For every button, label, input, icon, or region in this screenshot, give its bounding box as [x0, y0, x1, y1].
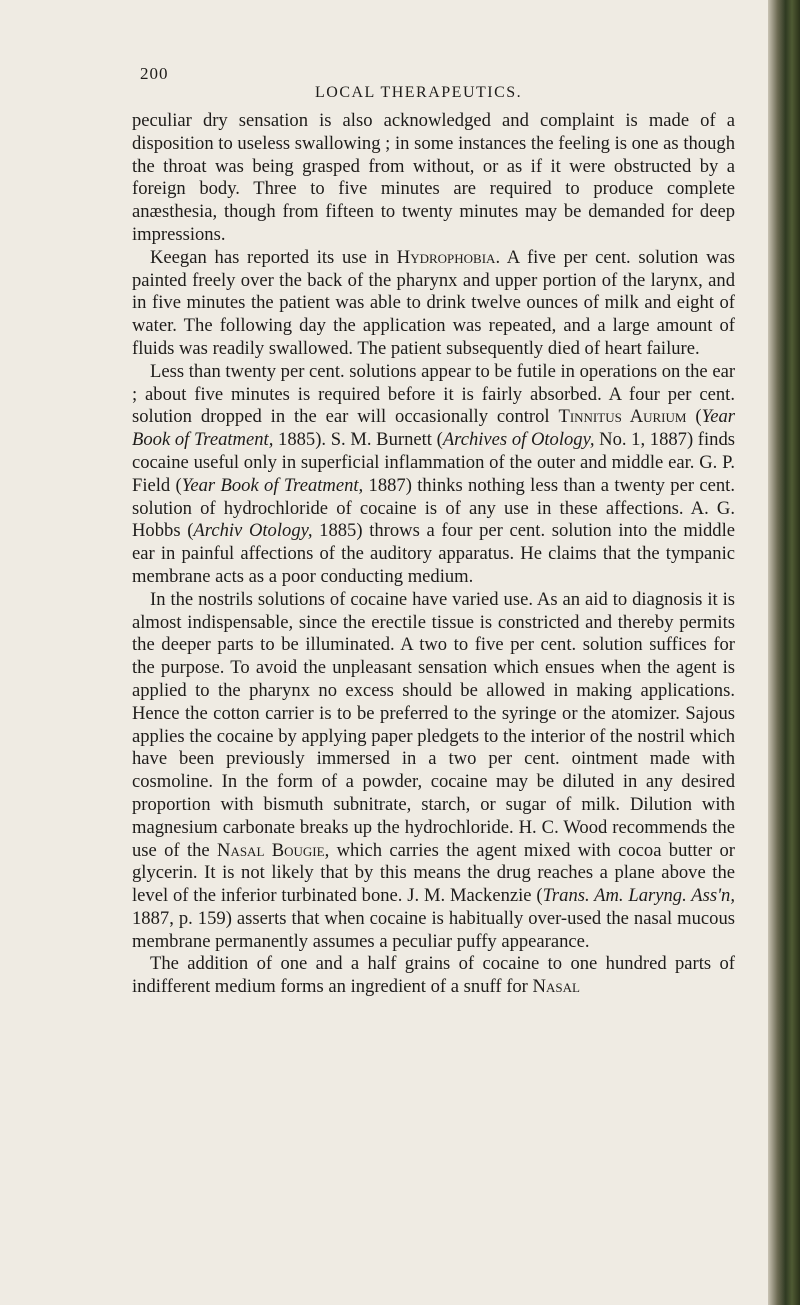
paragraph-1: peculiar dry sensation is also acknowledged and complaint is made of a disposition to useless swallowing ; in some instances the feeling is one as though the throat was being grasped from without, or as if it were obstructed by a foreign body. Three to five minutes are required to produce complete anæsthesia, though from fifteen to twenty minutes may be demanded for deep impressions.: [132, 110, 735, 245]
text-run: 1887, p. 159) asserts that when cocaine is habitually over-used the nasal mucous membrane permanently assumes a peculiar puffy appearance.: [132, 907, 735, 952]
small-caps-term: Nasal Bougie: [217, 839, 325, 861]
paragraph-2: [132, 247, 735, 361]
book-edge: [768, 0, 800, 1305]
text-run: . A five per cent. solution was painted freely over the back of the pharynx and upper portion of the larynx, and in five minutes the patient was able to drink twelve ounces of milk and eight of water. The following day the application was repeated, and a large amount of fluids was readily swallowed. The patient subsequently died of heart failure.: [132, 246, 735, 359]
small-caps-term: Tinnitus Aurium: [558, 406, 687, 428]
text-run: Keegan has reported its use in: [150, 246, 397, 268]
text-run: 1887) thinks nothing less than a twenty per cent. solution of hydrochloride of cocaine is of any use in these affections. A. G. Hobbs (: [132, 474, 735, 542]
citation-title: Trans. Am. Laryng. Ass'n,: [542, 885, 736, 907]
text-run: 1885) throws a four per cent. solution into the middle ear in painful affections of the auditory apparatus. He claims that the tympanic membrane acts as a poor conducting medium.: [132, 520, 735, 587]
paragraph-4: [132, 589, 735, 954]
paragraph-3: [132, 361, 735, 589]
text-run: (: [686, 406, 702, 428]
page-number: 200: [140, 64, 169, 83]
text-run: No. 1, 1887) finds cocaine useful only in superficial inflammation of the outer and middle ear. G. P. Field (: [132, 429, 735, 496]
text-run: 1885). S. M. Burnett (: [273, 429, 443, 451]
citation-title: Archives of Otology,: [442, 429, 595, 451]
text-run: Less than twenty per cent. solutions appear to be futile in operations on the ear ; about five minutes is required before it is fairly absorbed. A four per cent. solution dropped in the ear will occasionally control: [132, 360, 736, 428]
text-run: , which carries the agent mixed with cocoa butter or glycerin. It is not likely that by this means the drug reaches a plane above the level of the inferior turbinated bone. J. M. Mackenzie (: [132, 839, 735, 907]
body-text: [132, 110, 735, 999]
small-caps-term: Hydrophobia: [396, 246, 496, 268]
citation-title: Year Book of Treatment,: [181, 474, 364, 496]
text-run: The addition of one and a half grains of cocaine to one hundred parts of indifferent medium forms an ingredient of a snuff for: [132, 953, 735, 998]
running-head: LOCAL THERAPEUTICS.: [315, 84, 523, 101]
text-run: In the nostrils solutions of cocaine have varied use. As an aid to diagnosis it is almost indispensable, since the erectile tissue is constricted and thereby permits the deeper parts to be illuminated. A two to five per cent. solution suffices for the purpose. To avoid the unpleasant sensation which ensues when the agent is applied to the pharynx no excess should be allowed in making applications. Hence the cotton carrier is to be preferred to the syringe or the atomizer. Sajous applies the cocaine by applying paper pledgets to the interior of the nostril which have been previously immersed in a two per cent. ointment made with cosmoline. In the form of a powder, cocaine may be diluted in any desired proportion with bismuth subnitrate, starch, or sugar of milk. Dilution with magnesium carbonate breaks up the hydrochloride. H. C. Wood recommends the use of the: [132, 588, 735, 861]
small-caps-term: Nasal: [532, 976, 580, 998]
citation-title: Year Book of Treatment,: [132, 406, 735, 451]
paragraph-5: [132, 953, 735, 999]
citation-title: Archiv Otology,: [193, 520, 313, 542]
